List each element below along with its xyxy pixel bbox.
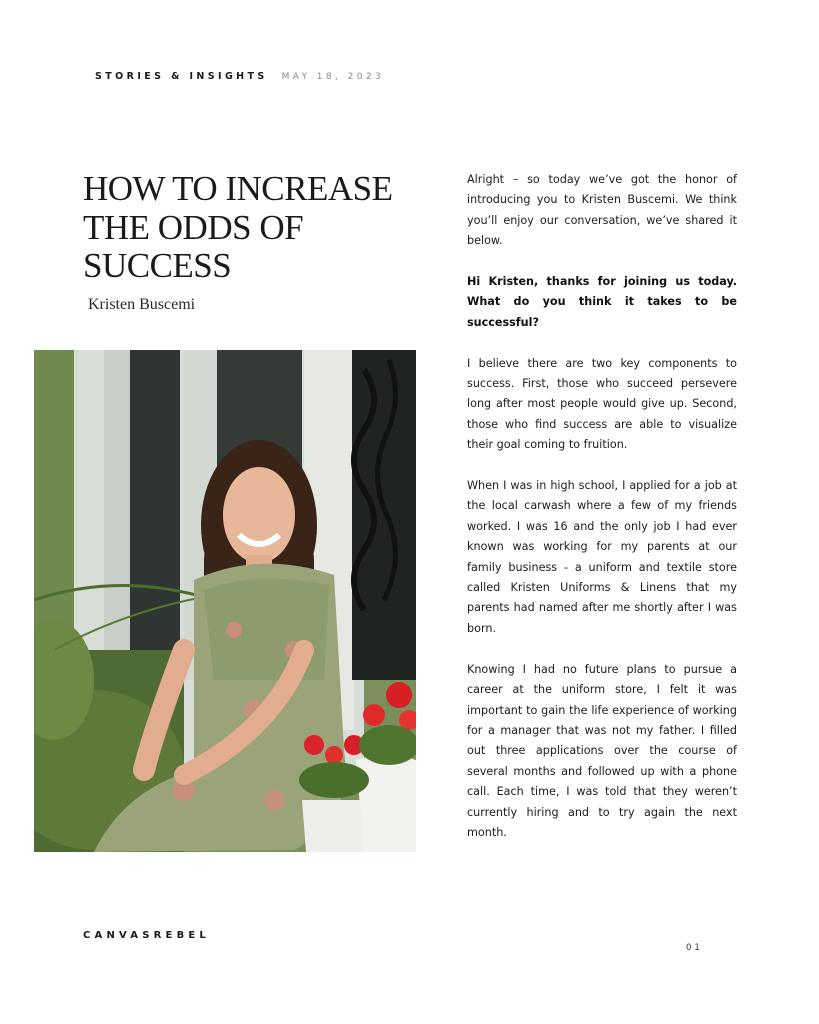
article-body	[467, 170, 737, 864]
answer-paragraph: Knowing I had no future plans to pursue a career at the uniform store, I felt it was important to gain the life experience of working for a manager that was not my father. I filled out three applications over the course of several months and followed up with a phone call. Each time, I was told that they weren’t currently hiring and to try again the next month.	[467, 662, 737, 839]
page-number: 01	[686, 943, 703, 953]
answer-paragraph: I believe there are two key components to success. First, those who succeed persevere long after most people would give up. Second, those who find success are able to visualize their goal coming to fruition.	[467, 356, 737, 452]
answer-paragraph: When I was in high school, I applied for a job at the local carwash where a few of my friends worked. I was 16 and the only job I had ever known was working for my parents at our family business - a uniform and textile store called Kristen Uniforms & Linens that my parents had named after me shortly after I was born.	[467, 479, 737, 635]
intro-paragraph: Alright – so today we’ve got the honor of introducing you to Kristen Buscemi. We think you’ll enjoy our conversation, we’ve shared it below.	[467, 173, 737, 248]
header-bar	[95, 71, 384, 82]
section-label[interactable]: STORIES & INSIGHTS	[95, 71, 268, 82]
author-photo	[34, 350, 416, 852]
author-name: Kristen Buscemi	[88, 296, 196, 313]
brand-logo[interactable]: CANVASREBEL	[83, 930, 211, 941]
publish-date: MAY 18, 2023	[281, 71, 385, 82]
article-title: HOW TO INCREASE THE ODDS OF SUCCESS	[83, 169, 393, 285]
interview-question: Hi Kristen, thanks for joining us today. What do you think it takes to be successful?	[467, 275, 737, 329]
